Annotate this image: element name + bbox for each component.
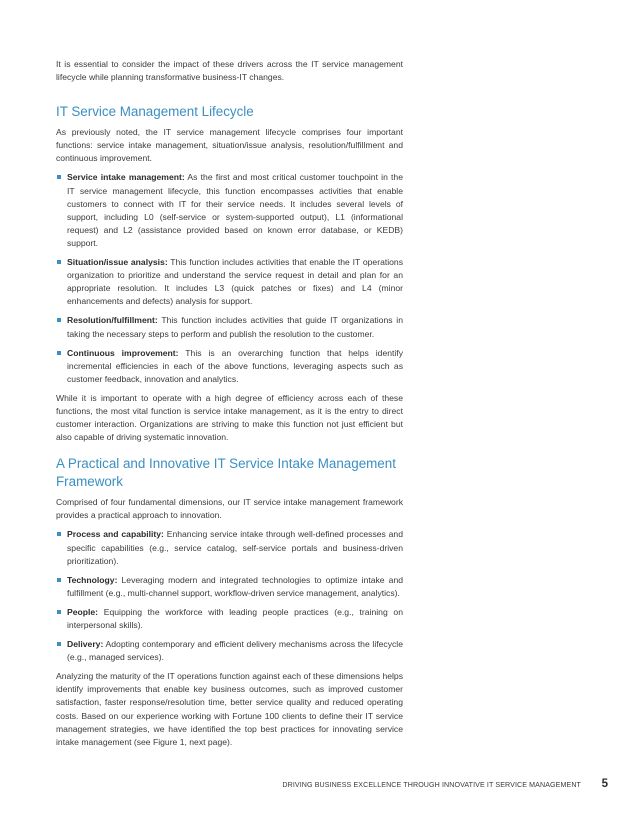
bullet-square-icon [57, 351, 61, 355]
list-item [56, 256, 403, 308]
framework-closing-paragraph: Analyzing the maturity of the IT operations function against each of these dimensions helps identify improvements that enable key business outcomes, such as improved customer satisfaction, faster response/resolution time, better service quality and reduced operating costs. Based on our experience working with Fortune 100 clients to define their IT service management strategies, we have identified the top best practices for innovating service intake management (see Figure 1, next page). [56, 671, 403, 747]
list-item [56, 171, 403, 250]
lifecycle-closing-paragraph: While it is important to operate with a high degree of efficiency across each of these functions, the most vital function is service intake management, as it is the entry to direct customer interaction. Organizations are striving to make this function not just efficient but also capable of driving systematic innovation. [56, 392, 403, 443]
page-content [56, 58, 403, 749]
lifecycle-paragraph: As previously noted, the IT service management lifecycle comprises four important functions: service intake management, situation/issue analysis, resolution/fulfillment and continuous improvement. [56, 127, 403, 164]
bullet-lead: Delivery: [67, 639, 104, 650]
list-item [56, 528, 403, 567]
section-heading-framework: A Practical and Innovative IT Service Intake Management Framework [56, 456, 396, 490]
list-item [56, 574, 403, 600]
bullet-square-icon [57, 532, 61, 536]
list-item [56, 638, 403, 664]
bullet-square-icon [57, 610, 61, 614]
bullet-square-icon [57, 318, 61, 322]
bullet-lead: Service intake management: [67, 172, 185, 183]
bullet-square-icon [57, 260, 61, 264]
bullet-text: As the first and most critical customer touchpoint in the IT service management lifecycle, this function encompasses activities that enable customers to connect with IT for their service needs. It includes several levels of support, including L0 (self-service or system-supported output), L1 (informational request) and L2 (assistance provided based on known error database, or KEDB) support. [67, 172, 403, 248]
bullet-lead: Situation/issue analysis: [67, 257, 168, 268]
intro-paragraph: It is essential to consider the impact of these drivers across the IT service management lifecycle while planning transformative business-IT changes. [56, 59, 403, 83]
bullet-text: Leveraging modern and integrated technologies to optimize intake and fulfillment (e.g., multi-channel support, workflow-driven service management, analytics). [67, 574, 403, 598]
bullet-lead: Resolution/fulfillment: [67, 315, 158, 326]
spacer [56, 444, 403, 455]
bullet-lead: Process and capability: [67, 529, 164, 540]
framework-bullet-list [56, 528, 403, 664]
bullet-lead: Continuous improvement: [67, 347, 179, 358]
framework-paragraph: Comprised of four fundamental dimensions, our IT service intake management framework provides a practical approach to innovation. [56, 497, 403, 521]
bullet-text: This function includes activities that enable the IT operations organization to prioritize and understand the service request in detail and plan for an appropriate resolution. It includes L3 (quick patches or fixes) and L4 (minor enhancements and defects) analysis for support. [67, 257, 403, 307]
lifecycle-bullet-list [56, 171, 403, 385]
list-item [56, 606, 403, 632]
footer-title: DRIVING BUSINESS EXCELLENCE THROUGH INNOVATIVE IT SERVICE MANAGEMENT [282, 781, 581, 789]
bullet-lead: Technology: [67, 574, 118, 585]
page-number: 5 [601, 778, 608, 790]
bullet-text: Enhancing service intake through well-defined processes and specific capabilities (e.g., service catalog, self-service portals and business-driven prioritization). [67, 529, 403, 566]
bullet-square-icon [57, 175, 61, 179]
list-item [56, 314, 403, 340]
bullet-text: This function includes activities that guide IT organizations in taking the necessary steps to perform and publish the resolution to the customer. [67, 315, 403, 339]
section-heading-lifecycle: IT Service Management Lifecycle [56, 104, 254, 120]
bullet-lead: People: [67, 606, 99, 617]
bullet-text: Adopting contemporary and efficient delivery mechanisms across the lifecycle (e.g., managed services). [67, 639, 403, 663]
list-item [56, 347, 403, 386]
bullet-text: This is an overarching function that helps identify incremental efficiencies in each of the above functions, leveraging aspects such as customer feedback, innovation and analytics. [67, 347, 403, 384]
bullet-square-icon [57, 642, 61, 646]
page-footer [0, 779, 638, 793]
bullet-square-icon [57, 578, 61, 582]
bullet-text: Equipping the workforce with leading people practices (e.g., training on interpersonal skills). [67, 606, 403, 630]
